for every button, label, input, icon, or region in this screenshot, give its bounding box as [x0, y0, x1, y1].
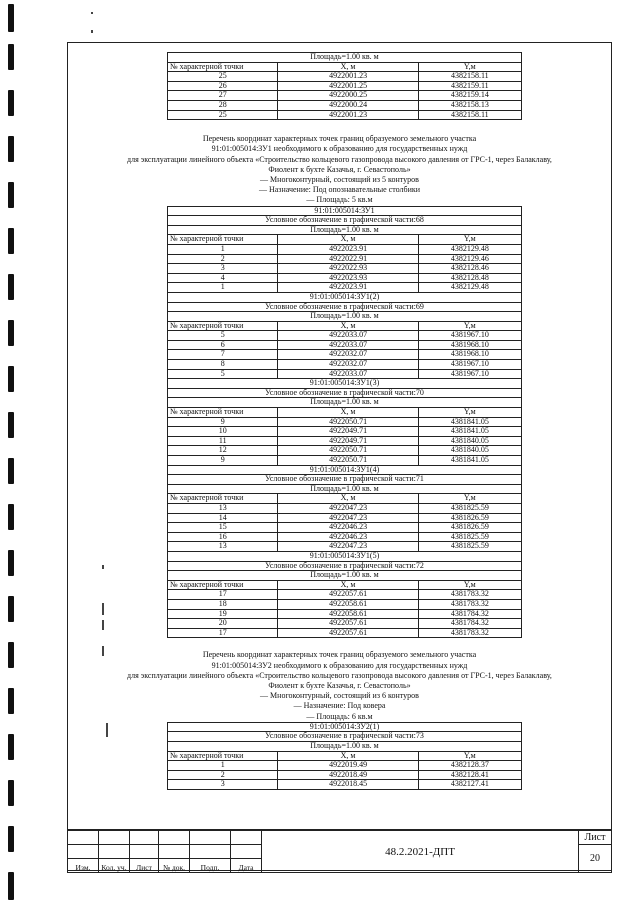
binder-mark: [8, 688, 14, 714]
table-row: [168, 542, 522, 552]
y-value: 4382128.37: [418, 761, 521, 771]
x-value: 4922032.07: [278, 360, 418, 370]
y-value: 4382129.48: [418, 244, 521, 254]
col-x: X, м: [278, 751, 418, 761]
intro-line: для эксплуатации линейного объекта «Строительство кольцевого газопровода высокого давления от ГРС-1, через Балаклаву,: [127, 154, 552, 164]
table-row: [168, 427, 522, 437]
table-row: [168, 283, 522, 293]
x-value: 4922033.07: [278, 369, 418, 379]
document-code: 48.2.2021-ДПТ: [262, 831, 579, 873]
area-line: Площадь=1.00 кв. м: [168, 741, 522, 751]
binder-mark: [8, 44, 14, 70]
col-point: № характерной точки: [168, 494, 278, 504]
intro-line: — Многоконтурный, состоящий из 5 контуров: [260, 174, 419, 184]
col-point: № характерной точки: [168, 62, 278, 72]
intro-line: 91:01:005014:ЗУ1 необходимого к образованию для государственных нужд: [211, 144, 468, 154]
col-y: Y,м: [418, 321, 521, 331]
y-value: 4382159.11: [418, 81, 521, 91]
table-row: [168, 72, 522, 82]
point-number: 20: [168, 619, 278, 629]
stamp-col-label: № док.: [159, 859, 190, 873]
x-value: 4922058.61: [278, 609, 418, 619]
binder-mark: [8, 182, 14, 208]
y-value: 4381784.32: [418, 609, 521, 619]
binder-mark: [8, 826, 14, 852]
binder-mark: [8, 4, 14, 32]
area-line: Площадь=1.00 кв. м: [168, 484, 522, 494]
contour-label: Условное обозначение в графической части:71: [168, 475, 522, 485]
col-y: Y,м: [418, 580, 521, 590]
col-x: X, м: [278, 580, 418, 590]
stamp-col-label: Лист: [130, 859, 159, 873]
col-y: Y,м: [418, 408, 521, 418]
point-number: 5: [168, 369, 278, 379]
intro-line: — Назначение: Под ковера: [293, 701, 386, 711]
col-y: Y,м: [418, 62, 521, 72]
x-value: 4922046.23: [278, 523, 418, 533]
x-value: 4922032.07: [278, 350, 418, 360]
y-value: 4381967.10: [418, 369, 521, 379]
intro-line: Перечень координат характерных точек границ образуемого земельного участка: [202, 134, 477, 144]
x-value: 4922057.61: [278, 619, 418, 629]
table-row: [168, 360, 522, 370]
y-value: 4382158.13: [418, 100, 521, 110]
y-value: 4381825.59: [418, 532, 521, 542]
binder-mark: [8, 320, 14, 346]
intro-line: Фиолент к бухте Казачья, г. Севастополь»: [268, 164, 411, 174]
binder-mark: [8, 872, 14, 900]
point-number: 3: [168, 780, 278, 790]
intro-line: — Назначение: Под опознавательные столбики: [258, 185, 421, 195]
point-number: 27: [168, 91, 278, 101]
contour-label: Условное обозначение в графической части:69: [168, 302, 522, 312]
x-value: 4922049.71: [278, 427, 418, 437]
point-number: 3: [168, 264, 278, 274]
contour-name: 91:01:005014:ЗУ1(2): [168, 292, 522, 302]
page-content: [67, 42, 612, 790]
x-value: 4922018.45: [278, 780, 418, 790]
intro-line: для эксплуатации линейного объекта «Строительство кольцевого газопровода высокого давления от ГРС-1, через Балаклаву,: [127, 670, 552, 680]
sheet-number: 20: [579, 845, 612, 873]
table-row: [168, 599, 522, 609]
binder-mark: [8, 596, 14, 622]
table-row: [168, 100, 522, 110]
y-value: 4382129.46: [418, 254, 521, 264]
y-value: 4381783.32: [418, 599, 521, 609]
y-value: 4381825.59: [418, 542, 521, 552]
x-value: 4922050.71: [278, 417, 418, 427]
y-value: 4381784.32: [418, 619, 521, 629]
table-row: [168, 619, 522, 629]
x-value: 4922019.49: [278, 761, 418, 771]
point-number: 19: [168, 609, 278, 619]
table-row: [168, 110, 522, 120]
x-value: 4922000.24: [278, 100, 418, 110]
x-value: 4922046.23: [278, 532, 418, 542]
col-point: № характерной точки: [168, 321, 278, 331]
contour-name: 91:01:005014:ЗУ1(3): [168, 379, 522, 389]
stamp-col-label: Подп.: [190, 859, 231, 873]
point-number: 11: [168, 436, 278, 446]
col-y: Y,м: [418, 751, 521, 761]
y-value: 4382129.48: [418, 283, 521, 293]
x-value: 4922023.93: [278, 273, 418, 283]
y-value: 4381826.59: [418, 513, 521, 523]
y-value: 4382158.11: [418, 110, 521, 120]
point-number: 18: [168, 599, 278, 609]
point-number: 15: [168, 523, 278, 533]
point-number: 5: [168, 331, 278, 341]
stamp-col-label: Кол. уч.: [99, 859, 130, 873]
x-value: 4922047.23: [278, 503, 418, 513]
col-x: X, м: [278, 321, 418, 331]
x-value: 4922050.71: [278, 446, 418, 456]
y-value: 4382158.11: [418, 72, 521, 82]
binder-mark: [8, 780, 14, 806]
scan-artifact: [91, 12, 93, 14]
col-x: X, м: [278, 494, 418, 504]
point-number: 25: [168, 72, 278, 82]
contour-label: Условное обозначение в графической части:72: [168, 561, 522, 571]
point-number: 10: [168, 427, 278, 437]
x-value: 4922047.23: [278, 513, 418, 523]
x-value: 4922033.07: [278, 331, 418, 341]
y-value: 4381840.05: [418, 446, 521, 456]
area-line: Площадь=1.00 кв. м: [168, 398, 522, 408]
table-row: [168, 761, 522, 771]
point-number: 17: [168, 628, 278, 638]
y-value: 4381841.05: [418, 427, 521, 437]
point-number: 13: [168, 503, 278, 513]
x-value: 4922050.71: [278, 456, 418, 466]
area-line: Площадь=1.00 кв. м: [168, 225, 522, 235]
x-value: 4922001.25: [278, 81, 418, 91]
binder-mark: [8, 136, 14, 162]
x-value: 4922001.23: [278, 72, 418, 82]
col-point: № характерной точки: [168, 408, 278, 418]
x-value: 4922049.71: [278, 436, 418, 446]
binder-mark: [8, 504, 14, 530]
y-value: 4381783.32: [418, 628, 521, 638]
contour-name: 91:01:005014:ЗУ1(4): [168, 465, 522, 475]
stamp-col-label: Дата: [231, 859, 262, 873]
coordinates-table-zu0: [167, 52, 522, 120]
y-value: 4381783.32: [418, 590, 521, 600]
col-x: X, м: [278, 235, 418, 245]
x-value: 4922023.91: [278, 244, 418, 254]
contour-name: 91:01:005014:ЗУ2(1): [168, 722, 522, 732]
intro-line: — Площадь: 5 кв.м: [306, 195, 373, 205]
intro-line: 91:01:005014:ЗУ2 необходимого к образованию для государственных нужд: [211, 660, 468, 670]
table-row: [168, 523, 522, 533]
point-number: 2: [168, 770, 278, 780]
point-number: 6: [168, 340, 278, 350]
parcel-title: 91:01:005014:ЗУ1: [168, 206, 522, 216]
binder-mark: [8, 90, 14, 116]
x-value: 4922057.61: [278, 590, 418, 600]
contour-label: Условное обозначение в графической части:73: [168, 732, 522, 742]
binder-mark: [8, 458, 14, 484]
col-point: № характерной точки: [168, 580, 278, 590]
x-value: 4922001.23: [278, 110, 418, 120]
binder-mark: [8, 366, 14, 392]
point-number: 14: [168, 513, 278, 523]
point-number: 25: [168, 110, 278, 120]
point-number: 2: [168, 254, 278, 264]
point-number: 9: [168, 417, 278, 427]
col-y: Y,м: [418, 494, 521, 504]
x-value: 4922018.49: [278, 770, 418, 780]
y-value: 4382128.46: [418, 264, 521, 274]
point-number: 1: [168, 244, 278, 254]
intro-line: Фиолент к бухте Казачья, г. Севастополь»: [268, 680, 411, 690]
contour-label: Условное обозначение в графической части:70: [168, 388, 522, 398]
x-value: 4922058.61: [278, 599, 418, 609]
point-number: 13: [168, 542, 278, 552]
point-number: 1: [168, 283, 278, 293]
col-point: № характерной точки: [168, 235, 278, 245]
binder-mark: [8, 734, 14, 760]
y-value: 4382159.14: [418, 91, 521, 101]
stamp-col-label: Изм.: [68, 859, 99, 873]
x-value: 4922022.93: [278, 264, 418, 274]
y-value: 4381825.59: [418, 503, 521, 513]
x-value: 4922022.91: [278, 254, 418, 264]
col-point: № характерной точки: [168, 751, 278, 761]
x-value: 4922047.23: [278, 542, 418, 552]
contour-name: 91:01:005014:ЗУ1(5): [168, 551, 522, 561]
table-row: [168, 456, 522, 466]
intro-zu1: [67, 134, 612, 205]
coordinates-table-zu2: [167, 722, 522, 790]
table-row: [168, 264, 522, 274]
y-value: 4382128.48: [418, 273, 521, 283]
point-number: 8: [168, 360, 278, 370]
binder-mark: [8, 228, 14, 254]
point-number: 12: [168, 446, 278, 456]
point-number: 17: [168, 590, 278, 600]
y-value: 4381841.05: [418, 417, 521, 427]
col-y: Y,м: [418, 235, 521, 245]
table-row: [168, 503, 522, 513]
binder-mark: [8, 412, 14, 438]
col-x: X, м: [278, 408, 418, 418]
sheet-label: Лист: [579, 831, 612, 845]
table-row: [168, 780, 522, 790]
title-block: [67, 829, 612, 872]
x-value: 4922057.61: [278, 628, 418, 638]
y-value: 4381967.10: [418, 360, 521, 370]
area-line: Площадь=1.00 кв. м: [168, 312, 522, 322]
point-number: 28: [168, 100, 278, 110]
x-value: 4922033.07: [278, 340, 418, 350]
binder-mark: [8, 274, 14, 300]
point-number: 4: [168, 273, 278, 283]
intro-line: Перечень координат характерных точек границ образуемого земельного участка: [202, 650, 477, 660]
y-value: 4382128.41: [418, 770, 521, 780]
binder-mark: [8, 642, 14, 668]
y-value: 4381967.10: [418, 331, 521, 341]
table-row: [168, 628, 522, 638]
point-number: 7: [168, 350, 278, 360]
y-value: 4382127.41: [418, 780, 521, 790]
coordinates-table-zu1: [167, 206, 522, 639]
point-number: 1: [168, 761, 278, 771]
scan-artifact: [91, 30, 93, 33]
binder-mark: [8, 550, 14, 576]
table-row: [168, 590, 522, 600]
point-number: 26: [168, 81, 278, 91]
x-value: 4922023.91: [278, 283, 418, 293]
intro-zu2: [67, 650, 612, 721]
table-row: [168, 244, 522, 254]
table-row: [168, 331, 522, 341]
y-value: 4381826.59: [418, 523, 521, 533]
y-value: 4381840.05: [418, 436, 521, 446]
y-value: 4381968.10: [418, 340, 521, 350]
contour-label: Условное обозначение в графической части:68: [168, 216, 522, 226]
intro-line: — Многоконтурный, состоящий из 6 контуров: [260, 691, 419, 701]
col-x: X, м: [278, 62, 418, 72]
area-line: Площадь=1.00 кв. м: [168, 53, 522, 63]
x-value: 4922000.25: [278, 91, 418, 101]
y-value: 4381841.05: [418, 456, 521, 466]
intro-line: — Площадь: 6 кв.м: [306, 711, 373, 721]
point-number: 16: [168, 532, 278, 542]
point-number: 9: [168, 456, 278, 466]
y-value: 4381968.10: [418, 350, 521, 360]
area-line: Площадь=1.00 кв. м: [168, 571, 522, 581]
